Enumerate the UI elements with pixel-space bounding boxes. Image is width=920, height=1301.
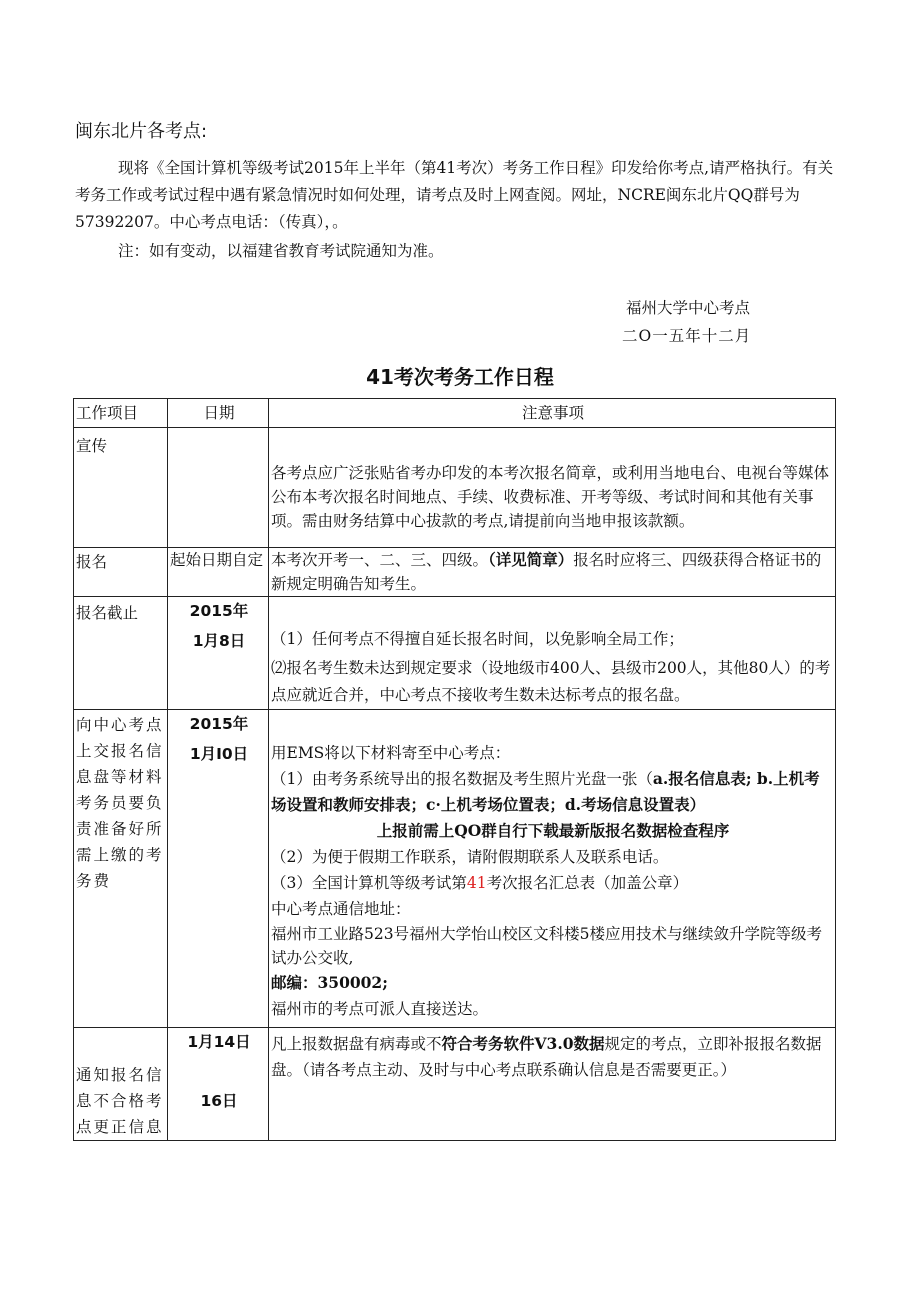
notes-text: 报名时应将三、四级获得合格证书的新规定明确告知考生。 — [271, 551, 822, 593]
schedule-table — [73, 398, 836, 1141]
date-line: 2015年 — [189, 602, 249, 620]
row-notes — [269, 428, 836, 548]
date-line: 2015年 — [189, 715, 249, 733]
row-notes — [269, 1028, 836, 1141]
date-line: 1月14日 — [187, 1033, 251, 1051]
note-paragraph: 注：如有变动，以福建省教育考试院通知为准。 — [118, 242, 444, 260]
intro-paragraph: 现将《全国计算机等级考试2015年上半年（第41考次）考务工作日程》印发给你考点,请严格执行。有关考务工作或考试过程中遇有紧急情况时如何处理，请考点及时上网查阅。网址，NCRE闽东北片QQ群号为57392207。中心考点电话：（传真），。 — [75, 159, 834, 231]
row-item — [74, 428, 168, 548]
row-date — [168, 710, 269, 1028]
greeting: 闽东北片各考点: — [75, 121, 208, 142]
table-row — [74, 710, 836, 1028]
schedule-title: 41考次考务工作日程 — [366, 365, 554, 389]
row-item — [74, 1028, 168, 1141]
header-item: 工作项目 — [74, 399, 168, 428]
row-notes — [269, 548, 836, 597]
table-row — [74, 548, 836, 597]
date-line: 16日 — [200, 1092, 238, 1110]
item-text: 报名 — [76, 553, 108, 571]
notes-line: 福州市的考点可派人直接送达。 — [271, 1000, 489, 1018]
row-item — [74, 597, 168, 710]
row-notes — [269, 597, 836, 710]
date-text: 起始日期自定 — [170, 551, 264, 569]
row-item — [74, 710, 168, 1028]
notes-line — [271, 766, 835, 818]
notes-line: 用EMS将以下材料寄至中心考点： — [271, 744, 511, 762]
notes-line: 中心考点通信地址： — [271, 900, 411, 918]
table-row — [74, 597, 836, 710]
row-item — [74, 548, 168, 597]
notes-text: 各考点应广泛张贴省考办印发的本考次报名简章，或利用当地电台、电视台等媒体公布本考次报名时间地点、手续、收费标准、开考等级、考试时间和其他有关事项。需由财务结算中心拔款的考点,请提前向当地申报该款额。 — [271, 464, 830, 530]
date-line: 1月8日 — [192, 632, 246, 650]
signature-date: 二O一五年十二月 — [622, 327, 752, 345]
notes-line: （1）任何考点不得擅自延长报名时间，以免影响全局工作； — [271, 630, 684, 648]
row-notes — [269, 710, 836, 1028]
notes-line: 邮编：350002; — [271, 973, 388, 992]
notes-bold: （详见简章） — [488, 550, 574, 569]
table-row — [74, 1028, 836, 1141]
notes-text: 考次报名汇总表（加盖公章） — [486, 874, 689, 892]
notes-red: 41 — [466, 874, 487, 892]
notes-text: 规定的考点，立即补报报名数据盘。（请各考点主动、及时与中心考点联系确认信息是否需要更正。） — [271, 1035, 822, 1079]
notes-line: 上报前需上QO群自行下载最新版报名数据检查程序 — [376, 821, 730, 840]
header-date: 日期 — [168, 399, 269, 428]
notes-line — [271, 1028, 835, 1083]
date-line: 1月I0日 — [189, 745, 249, 763]
notes-text: （1）由考务系统导出的报名数据及考生照片光盘一张（ — [271, 770, 653, 788]
item-text: 报名截止 — [76, 604, 139, 622]
row-date — [168, 1028, 269, 1141]
item-text: 宣传 — [76, 437, 108, 455]
notes-line: （2）为便于假期工作联系，请附假期联系人及联系电话。 — [271, 848, 669, 866]
notes-text: 凡上报数据盘有病毒或不 — [271, 1035, 442, 1053]
notes-line — [271, 870, 835, 896]
notes-line: 福州市工业路523号福州大学怡山校区文科楼5楼应用技术与继续敛升学院等级考试办公交收, — [271, 925, 822, 967]
notes-line: ⑵报名考生数未达到规定要求（设地级市400人、县级市200人，其他80人）的考点应就近合并，中心考点不接收考生数未达标考点的报名盘。 — [271, 659, 831, 704]
header-notes: 注意事项 — [269, 399, 836, 428]
table-header-row — [74, 399, 836, 428]
signature-org: 福州大学中心考点 — [626, 299, 751, 317]
item-text: 向中心考点上交报名信息盘等材料考务员要负责准备好所需上缴的考务费 — [76, 716, 164, 890]
notes-text: （3）全国计算机等级考试第 — [271, 874, 467, 892]
item-text: 通知报名信息不合格考点更正信息 — [76, 1066, 164, 1136]
row-date — [168, 597, 269, 710]
row-date — [168, 548, 269, 597]
notes-bold: 符合考务软件V3.0数据 — [441, 1034, 605, 1053]
row-date — [168, 428, 269, 548]
notes-text: 本考次开考一、二、三、四级。 — [271, 551, 489, 569]
table-row — [74, 428, 836, 548]
notes-bold: a.报名信息表; b.上机考场设置和教师安排表；c·上机考场位置表；d.考场信息设置表） — [271, 769, 820, 814]
